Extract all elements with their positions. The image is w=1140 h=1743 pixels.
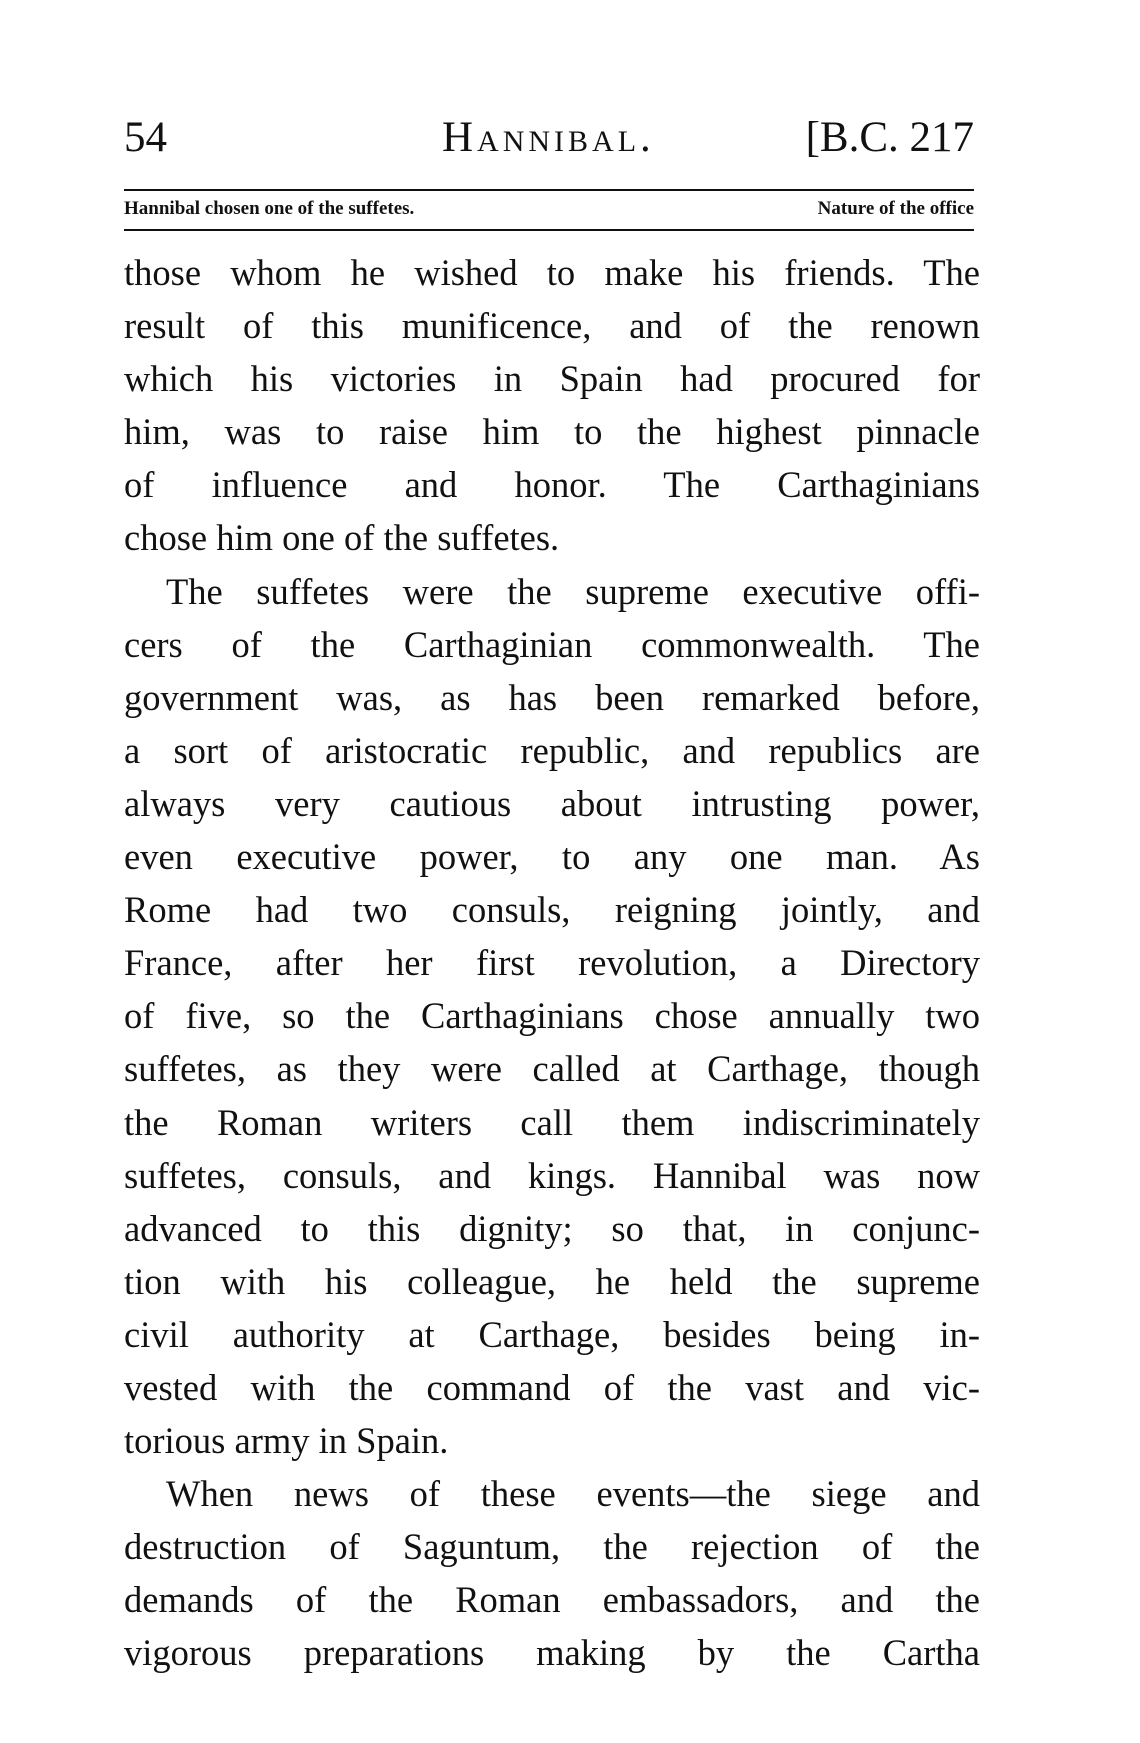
running-title: Hannibal.: [442, 114, 655, 161]
text-line: torious army in Spain.: [124, 1420, 449, 1462]
text-line: of five, so the Carthaginians chose annually two: [124, 995, 980, 1037]
date-reference: [B.C. 217: [805, 114, 974, 161]
text-line: vested with the command of the vast and vic-: [124, 1366, 980, 1408]
text-line: which his victories in Spain had procured for: [124, 358, 980, 400]
text-line: always very cautious about intrusting power,: [124, 782, 980, 824]
text-line: The suffetes were the supreme executive offi-: [166, 570, 980, 612]
text-line: even executive power, to any one man. As: [124, 836, 980, 878]
text-line: of influence and honor. The Carthaginians: [124, 464, 980, 506]
text-line: Rome had two consuls, reigning jointly, and: [124, 889, 980, 931]
text-line: tion with his colleague, he held the supreme: [124, 1260, 980, 1302]
text-line: cers of the Carthaginian commonwealth. The: [124, 623, 980, 665]
text-line: advanced to this dignity; so that, in conjunc-: [124, 1207, 980, 1249]
sidenote-left: Hannibal chosen one of the suffetes.: [124, 198, 415, 219]
text-line: civil authority at Carthage, besides being in-: [124, 1313, 980, 1355]
sidenote-row: [124, 196, 974, 222]
text-line: him, was to raise him to the highest pinnacle: [124, 411, 980, 453]
text-line: suffetes, consuls, and kings. Hannibal was now: [124, 1154, 980, 1196]
text-line: suffetes, as they were called at Carthage, though: [124, 1048, 980, 1090]
text-line: France, after her first revolution, a Directory: [124, 942, 980, 984]
text-line: demands of the Roman embassadors, and the: [124, 1579, 980, 1621]
text-line: result of this munificence, and of the renown: [124, 305, 980, 347]
text-line: a sort of aristocratic republic, and republics are: [124, 729, 980, 771]
body-text: [124, 246, 980, 1680]
header-rule-top: [124, 189, 974, 191]
sidenote-right: Nature of the office: [817, 198, 974, 219]
text-line: destruction of Saguntum, the rejection of the: [124, 1526, 980, 1568]
text-line: the Roman writers call them indiscriminately: [124, 1101, 980, 1143]
text-line: those whom he wished to make his friends. The: [124, 252, 980, 293]
text-line: vigorous preparations making by the Cartha: [124, 1632, 980, 1674]
page-number: 54: [124, 114, 167, 161]
text-line: When news of these events—the siege and: [166, 1473, 980, 1515]
running-head: [124, 110, 974, 166]
header-rule-bottom: [124, 229, 974, 231]
text-line: government was, as has been remarked before,: [124, 676, 980, 718]
text-line: chose him one of the suffetes.: [124, 517, 560, 559]
